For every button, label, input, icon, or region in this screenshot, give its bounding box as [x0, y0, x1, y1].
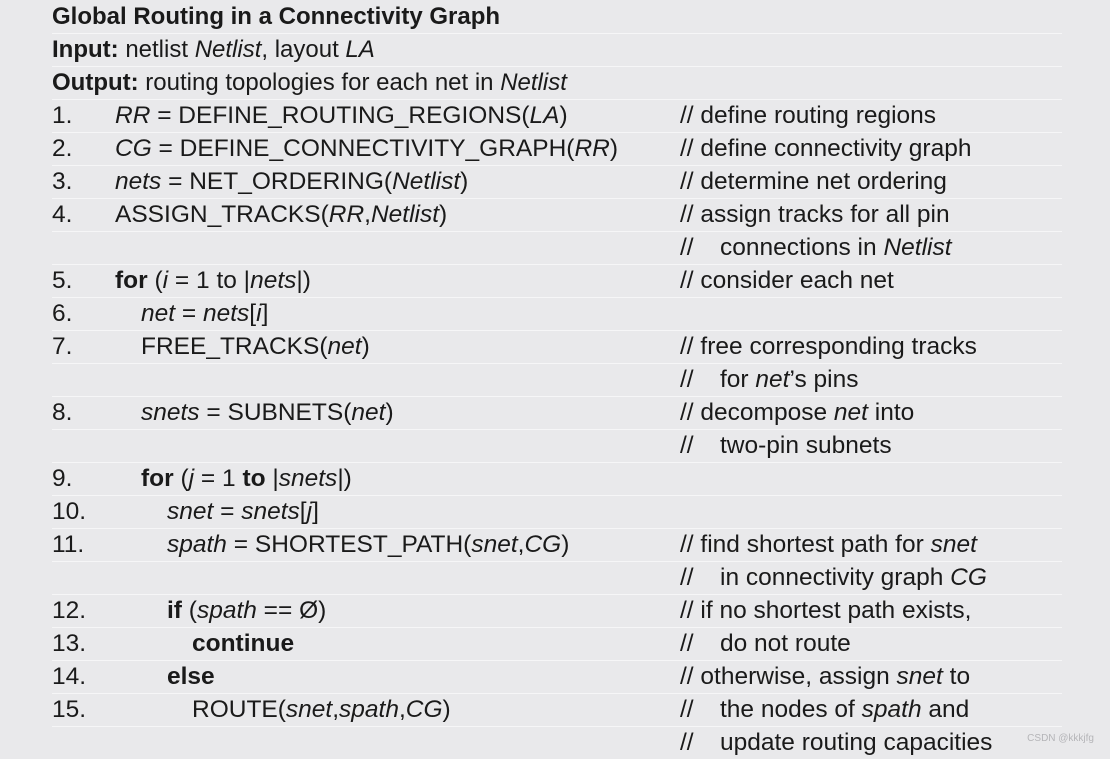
code-line-4-cont [52, 231, 1062, 265]
comment: // consider each net [680, 267, 894, 294]
input-line: Input: netlist Netlist, layout LA [52, 33, 1062, 67]
code-line-8: 8. snets = SUBNETS(net) // decompose net into [52, 396, 1062, 430]
code-line-15-cont [52, 726, 1062, 759]
comment: // define connectivity graph [680, 135, 972, 162]
comment: // connections in Netlist [680, 234, 952, 261]
watermark: CSDN @kkkjfg [1027, 733, 1094, 744]
code-line-13: 13. continue // do not route [52, 627, 1062, 661]
comment: // decompose net into [680, 399, 915, 426]
comment: // update routing capacities [680, 729, 993, 756]
code-line-4: 4. ASSIGN_TRACKS(RR,Netlist) // assign tracks for all pin [52, 198, 1062, 232]
code-line-10: 10. snet = snets[j] [52, 495, 1062, 529]
code-line-11: 11. spath = SHORTEST_PATH(snet,CG) // find shortest path for snet [52, 528, 1062, 562]
code-line-14: 14. else // otherwise, assign snet to [52, 660, 1062, 694]
code-line-1: 1. RR = DEFINE_ROUTING_REGIONS(LA) // define routing regions [52, 99, 1062, 133]
comment: // two-pin subnets [680, 432, 892, 459]
comment: // define routing regions [680, 102, 937, 129]
comment: // for net’s pins [680, 366, 859, 393]
code-line-12: 12. if (spath == Ø) // if no shortest path exists, [52, 594, 1062, 628]
code-line-15: 15. ROUTE(snet,spath,CG) // the nodes of spath and [52, 693, 1062, 727]
comment: // assign tracks for all pin [680, 201, 950, 228]
code-line-3: 3. nets = NET_ORDERING(Netlist) // determine net ordering [52, 165, 1062, 199]
comment: // find shortest path for snet [680, 531, 977, 558]
comment: // free corresponding tracks [680, 333, 977, 360]
algorithm-title: Global Routing in a Connectivity Graph [52, 0, 1062, 34]
comment: // otherwise, assign snet to [680, 663, 971, 690]
code-line-9: 9. for (j = 1 to |snets|) [52, 462, 1062, 496]
code-line-5: 5. for (i = 1 to |nets|) // consider each net [52, 264, 1062, 298]
code-line-8-cont [52, 429, 1062, 463]
comment: // the nodes of spath and [680, 696, 970, 723]
code-line-7: 7. FREE_TRACKS(net) // free corresponding tracks [52, 330, 1062, 364]
code-line-7-cont [52, 363, 1062, 397]
comment: // in connectivity graph CG [680, 564, 987, 591]
comment: // determine net ordering [680, 168, 947, 195]
code-line-2: 2. CG = DEFINE_CONNECTIVITY_GRAPH(RR) // define connectivity graph [52, 132, 1062, 166]
comment: // if no shortest path exists, [680, 597, 972, 624]
output-line: Output: routing topologies for each net in Netlist [52, 66, 1062, 100]
comment: // do not route [680, 630, 851, 657]
code-line-6: 6. net = nets[i] [52, 297, 1062, 331]
code-line-11-cont [52, 561, 1062, 595]
